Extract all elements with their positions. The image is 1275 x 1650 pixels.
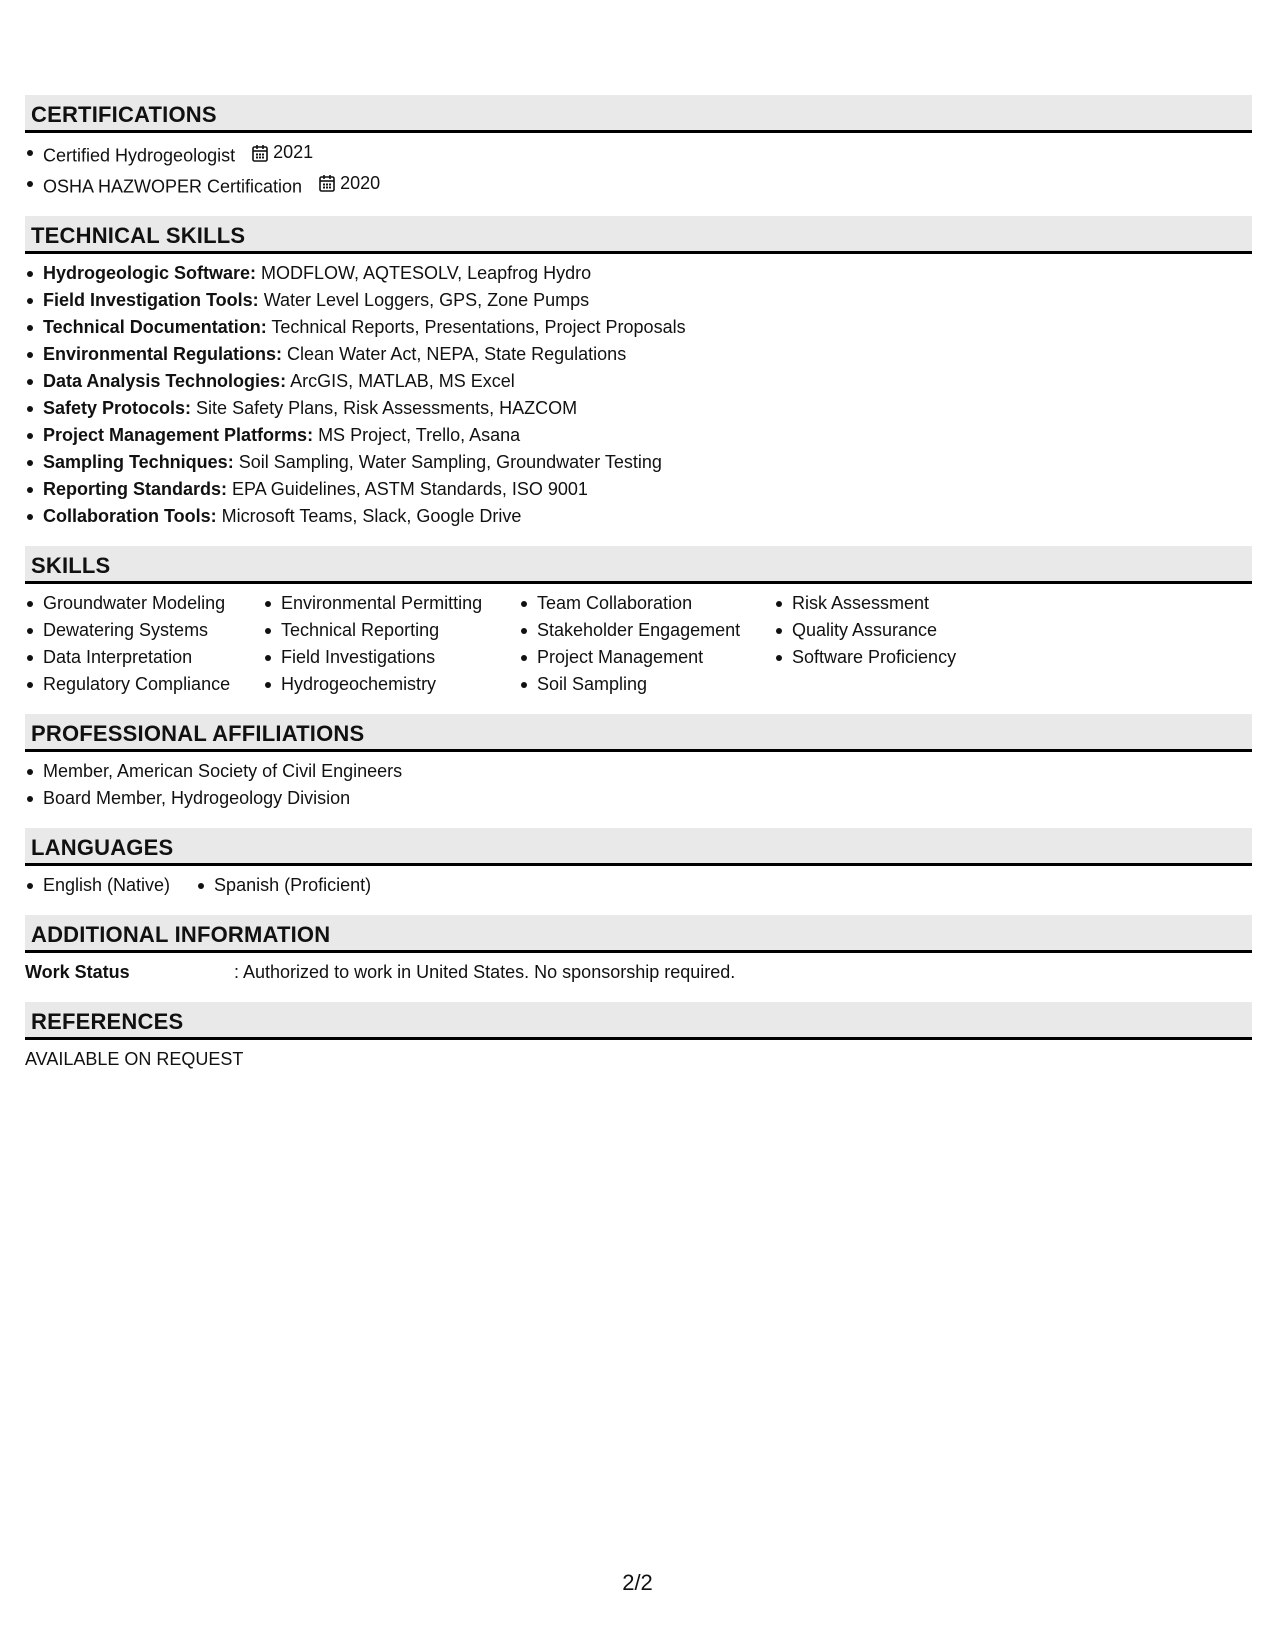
technical-skills-heading: TECHNICAL SKILLS bbox=[25, 216, 1252, 254]
list-item: Hydrogeochemistry bbox=[263, 671, 519, 698]
skill-category: Field Investigation Tools: bbox=[43, 290, 259, 310]
skill-category: Hydrogeologic Software: bbox=[43, 263, 257, 283]
skill-category: Collaboration Tools: bbox=[43, 506, 217, 526]
certification-name: Certified Hydrogeologist bbox=[43, 145, 236, 166]
languages-list bbox=[25, 872, 1252, 899]
skill-values: Microsoft Teams, Slack, Google Drive bbox=[216, 506, 522, 526]
skill-category: Reporting Standards: bbox=[43, 479, 228, 499]
skill-values: Site Safety Plans, Risk Assessments, HAZCOM bbox=[191, 398, 578, 418]
certification-year: 2020 bbox=[340, 172, 381, 193]
skills-column-2 bbox=[263, 590, 519, 698]
work-status-label: Work Status bbox=[25, 962, 130, 982]
skill-category: Project Management Platforms: bbox=[43, 425, 314, 445]
certification-name: OSHA HAZWOPER Certification bbox=[43, 176, 303, 196]
skills-column-3 bbox=[519, 590, 774, 698]
skill-values: Soil Sampling, Water Sampling, Groundwater Testing bbox=[233, 452, 662, 472]
list-item: Stakeholder Engagement bbox=[519, 617, 774, 644]
skill-values: ArcGIS, MATLAB, MS Excel bbox=[286, 371, 515, 391]
affiliations-list bbox=[25, 758, 1252, 812]
calendar-icon bbox=[319, 174, 335, 192]
affiliations-section bbox=[25, 714, 1252, 828]
skills-heading: SKILLS bbox=[25, 546, 1252, 584]
skill-values: Water Level Loggers, GPS, Zone Pumps bbox=[258, 290, 590, 310]
list-item: Software Proficiency bbox=[774, 644, 1034, 671]
references-section bbox=[25, 1002, 1252, 1089]
list-item: Regulatory Compliance bbox=[25, 671, 263, 698]
list-item: Board Member, Hydrogeology Division bbox=[25, 785, 1252, 812]
skill-values: MODFLOW, AQTESOLV, Leapfrog Hydro bbox=[256, 263, 592, 283]
additional-info-section bbox=[25, 915, 1252, 1002]
technical-skills-list bbox=[25, 260, 1252, 530]
skill-category: Technical Documentation: bbox=[43, 317, 267, 337]
certifications-section bbox=[25, 95, 1252, 216]
list-item: Member, American Society of Civil Engineers bbox=[25, 758, 1252, 785]
list-item bbox=[25, 476, 1252, 503]
skill-category: Sampling Techniques: bbox=[43, 452, 234, 472]
list-item: Data Interpretation bbox=[25, 644, 263, 671]
references-heading: REFERENCES bbox=[25, 1002, 1252, 1040]
skill-category: Environmental Regulations: bbox=[43, 344, 283, 364]
list-item bbox=[25, 422, 1252, 449]
certifications-list bbox=[25, 139, 1252, 200]
list-item bbox=[25, 314, 1252, 341]
list-item bbox=[25, 368, 1252, 395]
skill-category: Data Analysis Technologies: bbox=[43, 371, 287, 391]
affiliations-heading: PROFESSIONAL AFFILIATIONS bbox=[25, 714, 1252, 752]
list-item bbox=[25, 503, 1252, 530]
skills-column-4 bbox=[774, 590, 1034, 698]
list-item: Risk Assessment bbox=[774, 590, 1034, 617]
calendar-icon bbox=[252, 144, 268, 162]
page-number: 2/2 bbox=[622, 1570, 653, 1595]
list-item bbox=[25, 170, 1252, 201]
skill-values: EPA Guidelines, ASTM Standards, ISO 9001 bbox=[227, 479, 588, 499]
list-item bbox=[25, 287, 1252, 314]
languages-heading: LANGUAGES bbox=[25, 828, 1252, 866]
skills-column-1 bbox=[25, 590, 263, 698]
list-item: Dewatering Systems bbox=[25, 617, 263, 644]
technical-skills-section bbox=[25, 216, 1252, 546]
skill-values: Clean Water Act, NEPA, State Regulations bbox=[282, 344, 627, 364]
skill-values: MS Project, Trello, Asana bbox=[313, 425, 521, 445]
languages-section bbox=[25, 828, 1252, 915]
list-item: Groundwater Modeling bbox=[25, 590, 263, 617]
list-item: Technical Reporting bbox=[263, 617, 519, 644]
list-item: Project Management bbox=[519, 644, 774, 671]
skills-columns bbox=[25, 584, 1252, 714]
skill-values: Technical Reports, Presentations, Project Proposals bbox=[266, 317, 686, 337]
list-item: Soil Sampling bbox=[519, 671, 774, 698]
list-item: English (Native) bbox=[25, 872, 170, 899]
certifications-heading: CERTIFICATIONS bbox=[25, 95, 1252, 133]
skill-category: Safety Protocols: bbox=[43, 398, 192, 418]
list-item: Quality Assurance bbox=[774, 617, 1034, 644]
additional-info-heading: ADDITIONAL INFORMATION bbox=[25, 915, 1252, 953]
list-item: Field Investigations bbox=[263, 644, 519, 671]
list-item: Environmental Permitting bbox=[263, 590, 519, 617]
references-text: AVAILABLE ON REQUEST bbox=[25, 1049, 244, 1069]
work-status-value: : Authorized to work in United States. No sponsorship required. bbox=[234, 962, 736, 982]
list-item bbox=[25, 395, 1252, 422]
list-item bbox=[25, 139, 1252, 170]
list-item bbox=[25, 341, 1252, 368]
list-item: Spanish (Proficient) bbox=[196, 872, 371, 899]
list-item bbox=[25, 260, 1252, 287]
certification-year: 2021 bbox=[273, 142, 314, 162]
skills-section bbox=[25, 546, 1252, 714]
list-item: Team Collaboration bbox=[519, 590, 774, 617]
list-item bbox=[25, 449, 1252, 476]
work-status-row bbox=[25, 959, 1252, 986]
resume-content bbox=[25, 95, 1252, 1089]
